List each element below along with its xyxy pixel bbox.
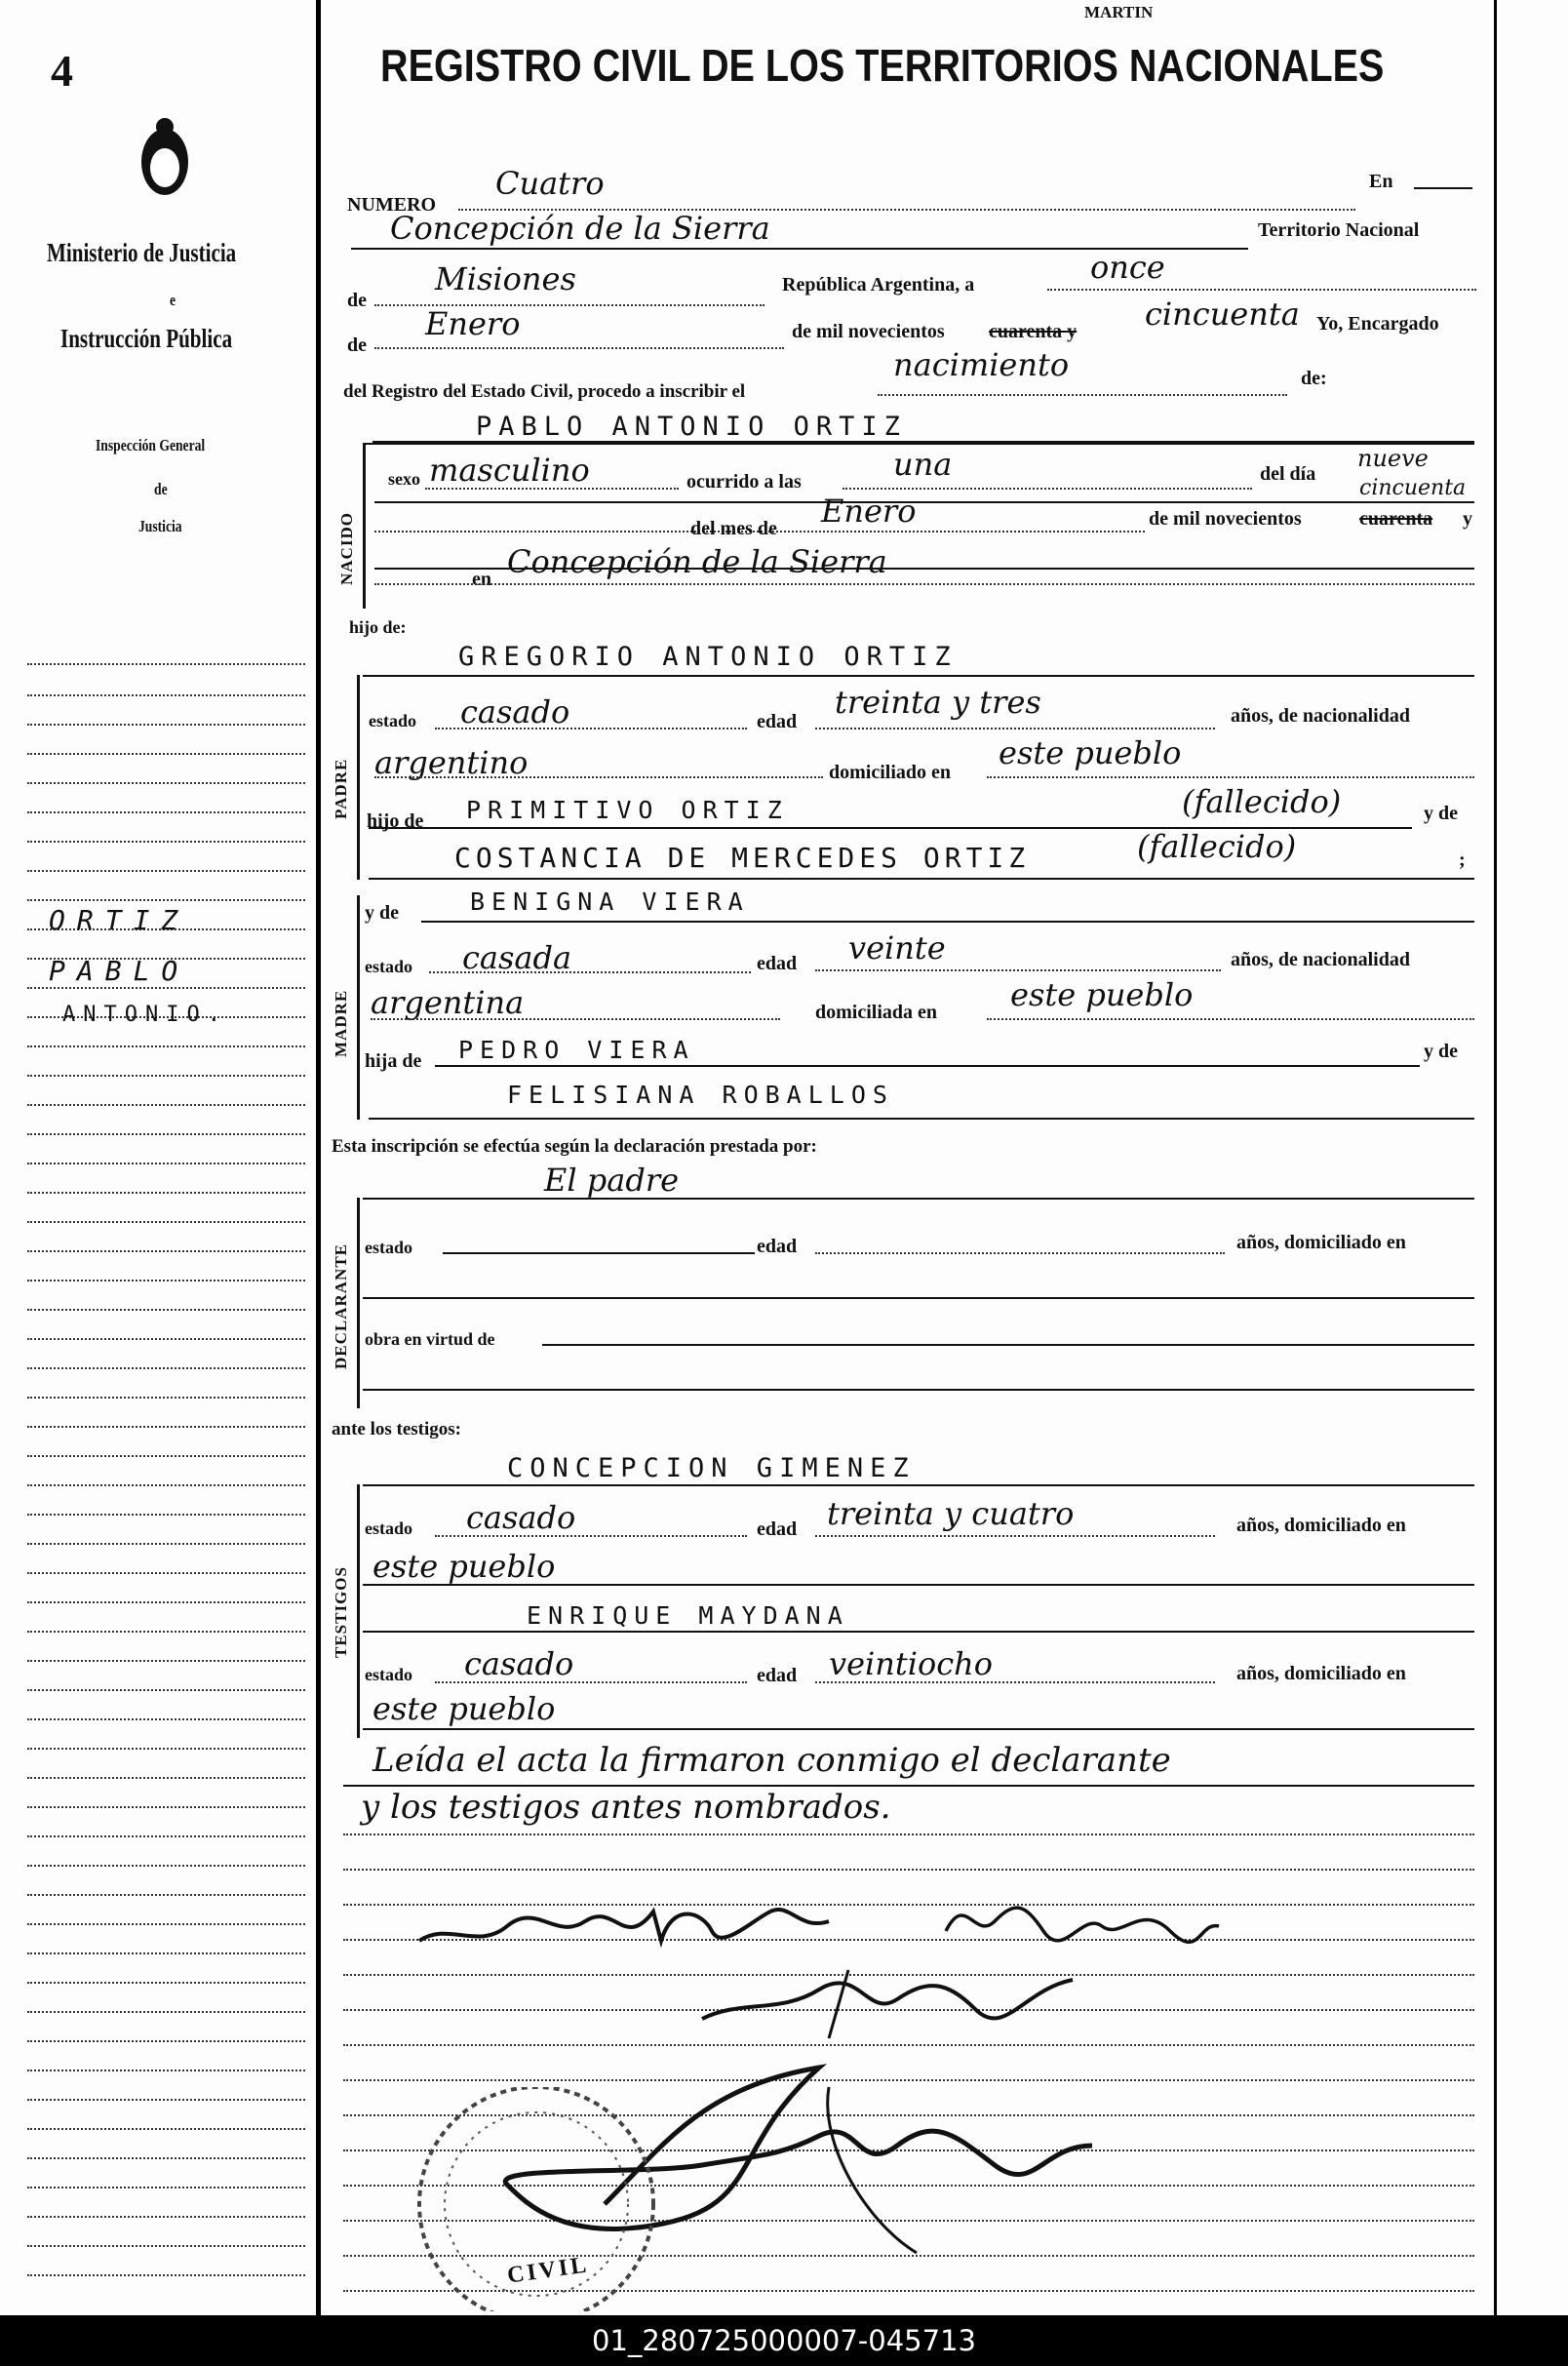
left-ruled-line xyxy=(27,2157,305,2159)
father-anos-label: años, de nacionalidad xyxy=(1231,705,1410,727)
registro-label: del Registro del Estado Civil, procedo a inscribir el xyxy=(343,381,746,402)
witness-1-domicilio-value: este pueblo xyxy=(372,1548,556,1585)
mother-nacionalidad-value: argentina xyxy=(371,984,525,1021)
mother-edad-line xyxy=(815,969,1221,971)
obra-line xyxy=(542,1344,1474,1346)
sexo-label: sexo xyxy=(388,469,420,489)
testigos-bracket xyxy=(357,1484,360,1738)
father-edad-value: treinta y tres xyxy=(835,684,1041,721)
left-ruled-line xyxy=(27,1045,305,1047)
father-name-line xyxy=(363,675,1474,677)
en-label-2: en xyxy=(472,569,491,590)
madre-bracket xyxy=(357,895,360,1120)
nacido-top-line xyxy=(363,443,1474,445)
body-ruled-line xyxy=(343,1869,1474,1871)
witness-1-anos-label: años, domiciliado en xyxy=(1236,1515,1406,1536)
child-name: PABLO ANTONIO ORTIZ xyxy=(476,412,907,442)
father-edad-line xyxy=(815,728,1215,730)
left-ruled-line xyxy=(27,2070,305,2071)
document-title: REGISTRO CIVIL DE LOS TERRITORIOS NACIONALES xyxy=(380,40,1385,91)
father-nacionalidad-value: argentino xyxy=(374,744,529,781)
en-line xyxy=(1414,187,1472,189)
month-value: Enero xyxy=(425,305,521,342)
mother-estado-label: estado xyxy=(365,957,412,976)
declarante-section-label: DECLARANTE xyxy=(332,1242,350,1369)
father-name: GREGORIO ANTONIO ORTIZ xyxy=(458,642,958,672)
birth-day-value: nueve xyxy=(1357,445,1429,472)
padre-bracket xyxy=(357,675,360,880)
mes-label: del mes de xyxy=(690,518,777,539)
mother-name: BENIGNA VIERA xyxy=(470,887,750,916)
witness-2-domicilio-value: este pueblo xyxy=(372,1690,556,1727)
numero-value: Cuatro xyxy=(495,165,605,202)
paternal-grandmother: COSTANCIA DE MERCEDES ORTIZ xyxy=(454,842,1031,874)
right-margin-rule xyxy=(1494,0,1497,2315)
signature-father xyxy=(410,1882,839,1960)
declarante-name-line xyxy=(363,1198,1474,1200)
mother-nacionalidad-line xyxy=(371,1018,780,1020)
left-ruled-line xyxy=(27,1397,305,1399)
place-value: Concepción de la Sierra xyxy=(390,210,770,247)
mother-domicilio-line xyxy=(987,1018,1474,1020)
territory-value: Misiones xyxy=(435,260,576,297)
mother-edad-value: veinte xyxy=(848,929,946,966)
declarante-bracket xyxy=(357,1198,360,1408)
left-ruled-line xyxy=(27,724,305,726)
numero-label: NUMERO xyxy=(347,194,437,216)
seal-text: CIVIL xyxy=(505,2252,591,2289)
month-line xyxy=(374,347,784,349)
padre-section-label: PADRE xyxy=(332,758,350,819)
father-domicilio-value: este pueblo xyxy=(999,734,1182,771)
birth-year-value: cincuenta xyxy=(1359,476,1467,500)
testigos-intro: ante los testigos: xyxy=(332,1419,461,1439)
left-ruled-line xyxy=(27,1367,305,1369)
father-semicolon: ; xyxy=(1459,849,1466,871)
ministry-line-1: Ministerio de Justicia xyxy=(47,238,237,267)
left-ruled-line xyxy=(27,1221,305,1223)
left-ruled-line xyxy=(27,841,305,843)
father-edad-label: edad xyxy=(757,711,798,732)
left-ruled-line xyxy=(27,1309,305,1311)
left-ruled-line xyxy=(27,1075,305,1077)
de-label-2: de xyxy=(347,335,367,356)
closing-line-2: y los testigos antes nombrados. xyxy=(361,1788,891,1827)
left-ruled-line xyxy=(27,2216,305,2218)
left-ruled-line xyxy=(27,1631,305,1633)
declarante-estado-line xyxy=(443,1252,755,1254)
left-ruled-line xyxy=(27,1163,305,1164)
witness-2-anos-label: años, domiciliado en xyxy=(1236,1663,1406,1684)
inspection-line-1: Inspección General xyxy=(96,436,206,454)
left-ruled-line xyxy=(27,1455,305,1457)
left-ruled-line xyxy=(27,2011,305,2013)
left-ruled-line xyxy=(27,1133,305,1135)
left-ruled-line xyxy=(27,2187,305,2189)
act-line xyxy=(878,394,1287,396)
nacido-mid-line xyxy=(374,501,1474,503)
ministry-line-3: Instrucción Pública xyxy=(60,324,233,353)
left-ruled-line xyxy=(27,1250,305,1252)
left-ruled-line xyxy=(27,1338,305,1340)
top-mark: MARTIN xyxy=(1084,3,1154,21)
father-bottom-line xyxy=(369,878,1474,880)
left-ruled-line xyxy=(27,2099,305,2101)
maternal-grandmother: FELISIANA ROBALLOS xyxy=(507,1081,894,1109)
mother-bottom-line xyxy=(369,1118,1474,1120)
paternal-grandfather: PRIMITIVO ORTIZ xyxy=(466,796,789,824)
mother-domicilio-value: este pueblo xyxy=(1010,976,1194,1013)
ministry-line-2: e xyxy=(170,291,176,309)
left-ruled-line xyxy=(27,1104,305,1106)
witness-2-name: ENRIQUE MAYDANA xyxy=(527,1601,849,1630)
struck-word-2: cuarenta xyxy=(1359,508,1433,530)
witness-1-edad-label: edad xyxy=(757,1518,798,1540)
witness-1-edad-value: treinta y cuatro xyxy=(827,1495,1075,1532)
territorio-label: Territorio Nacional xyxy=(1258,219,1420,241)
father-nacionalidad-line xyxy=(374,776,823,778)
birth-place-line xyxy=(374,583,1474,585)
en-label: En xyxy=(1369,171,1393,192)
signature-witness-1 xyxy=(936,1882,1229,1960)
father-estado-label: estado xyxy=(369,711,416,730)
de-label-1: de xyxy=(347,290,367,311)
left-ruled-line xyxy=(27,1748,305,1750)
left-ruled-line xyxy=(27,1660,305,1662)
witness-1-name-line xyxy=(363,1484,1474,1486)
witness-2-estado-label: estado xyxy=(365,1665,412,1684)
inspection-line-2: de xyxy=(154,480,168,498)
left-ruled-line xyxy=(27,1982,305,1984)
republica-label: República Argentina, a xyxy=(782,274,975,296)
hour-line xyxy=(843,488,1252,490)
mother-name-line xyxy=(421,921,1474,923)
left-ruled-line xyxy=(27,870,305,872)
mother-edad-label: edad xyxy=(757,953,798,974)
witness-1-domicilio-line xyxy=(363,1584,1474,1586)
left-ruled-line xyxy=(27,1192,305,1194)
birth-month-value: Enero xyxy=(821,493,917,530)
encargado-label: Yo, Encargado xyxy=(1316,313,1439,335)
witness-2-estado-value: casado xyxy=(464,1645,574,1682)
del-dia-label: del día xyxy=(1260,463,1316,485)
left-ruled-line xyxy=(27,694,305,696)
left-ruled-line xyxy=(27,753,305,755)
declarante-bottom-line xyxy=(363,1389,1474,1391)
left-ruled-line xyxy=(27,1865,305,1867)
left-margin-rule xyxy=(316,0,321,2315)
father-domicilio-label: domiciliado en xyxy=(829,762,952,783)
left-ruled-line xyxy=(27,1689,305,1691)
left-ruled-line xyxy=(27,2128,305,2130)
left-ruled-line xyxy=(27,2245,305,2247)
declarante-line-2 xyxy=(363,1297,1474,1299)
declarante-estado-label: estado xyxy=(365,1238,412,1257)
declarante-value: El padre xyxy=(544,1162,680,1199)
left-ruled-line xyxy=(27,1806,305,1808)
day-line xyxy=(1047,289,1476,291)
declarante-edad-label: edad xyxy=(757,1236,798,1257)
de-label-3: de: xyxy=(1301,368,1327,389)
left-ruled-line xyxy=(27,1572,305,1574)
father-estado-value: casado xyxy=(460,693,570,730)
witness-2-domicilio-line xyxy=(363,1728,1474,1730)
left-ruled-line xyxy=(27,899,305,901)
left-ruled-line xyxy=(27,1280,305,1282)
witness-2-edad-value: veintiocho xyxy=(829,1645,994,1682)
inspection-line-3: Justicia xyxy=(138,517,182,535)
witness-1-edad-line xyxy=(815,1535,1215,1537)
nacido-bracket xyxy=(363,443,366,609)
witness-2-name-line xyxy=(363,1631,1474,1633)
left-ruled-line xyxy=(27,663,305,665)
left-ruled-line xyxy=(27,1835,305,1837)
year-value: cincuenta xyxy=(1145,296,1300,333)
left-ruled-line xyxy=(27,1514,305,1516)
document-id-footer: 01_280725000007-045713 xyxy=(0,2315,1568,2366)
mother-y-de-label-2: y de xyxy=(1424,1041,1458,1062)
ocurrido-label: ocurrido a las xyxy=(686,471,802,493)
obra-label: obra en virtud de xyxy=(365,1329,495,1349)
left-ruled-line xyxy=(27,987,305,989)
witness-1-estado-label: estado xyxy=(365,1518,412,1538)
left-ruled-line xyxy=(27,782,305,784)
act-value: nacimiento xyxy=(893,346,1070,383)
hour-value: una xyxy=(893,446,953,483)
closing-line-1: Leída el acta la firmaron conmigo el declarante xyxy=(372,1741,1171,1780)
declarante-anos-label: años, domiciliado en xyxy=(1236,1232,1406,1253)
closing-line-1-rule xyxy=(343,1785,1474,1787)
witness-2-edad-label: edad xyxy=(757,1665,798,1686)
year-label: de mil novecientos xyxy=(792,321,945,342)
nacido-section-label: NACIDO xyxy=(337,512,356,585)
paternal-grandmother-note: (fallecido) xyxy=(1137,828,1297,865)
left-ruled-line xyxy=(27,1952,305,1954)
y-label: y xyxy=(1463,508,1472,530)
father-domicilio-line xyxy=(987,776,1474,778)
hijo-label: hijo de: xyxy=(349,617,407,637)
testigos-section-label: TESTIGOS xyxy=(332,1566,350,1658)
margin-middle-name: ANTONIO. xyxy=(62,1003,228,1027)
struck-word: cuarenta y xyxy=(989,321,1078,342)
left-ruled-line xyxy=(27,1426,305,1428)
father-y-de-label: y de xyxy=(1424,803,1458,824)
corner-number: 4 xyxy=(51,46,73,96)
left-ruled-line xyxy=(27,1601,305,1603)
nacido-bottom-line xyxy=(374,568,1474,570)
margin-surname: ORTIZ xyxy=(49,904,190,936)
left-ruled-line xyxy=(27,1894,305,1896)
witness-1-name: CONCEPCION GIMENEZ xyxy=(507,1453,916,1483)
body-ruled-line xyxy=(343,1834,1474,1835)
declarante-edad-line xyxy=(815,1252,1225,1254)
left-ruled-line xyxy=(27,2274,305,2276)
left-ruled-line xyxy=(27,1923,305,1925)
mother-estado-value: casada xyxy=(462,939,572,976)
left-ruled-line xyxy=(27,811,305,813)
birth-place-value: Concepción de la Sierra xyxy=(507,543,887,580)
day-value: once xyxy=(1090,249,1165,286)
mother-grandfather-line xyxy=(435,1065,1420,1067)
declarante-intro: Esta inscripción se efectúa según la declaración prestada por: xyxy=(332,1136,817,1157)
left-ruled-line xyxy=(27,1777,305,1779)
margin-first-name: PABLO xyxy=(49,955,190,987)
mother-domicilio-label: domiciliada en xyxy=(815,1002,938,1023)
coat-of-arms-emblem xyxy=(137,115,193,201)
father-hijo-label: hijo de xyxy=(367,810,424,832)
mother-hija-label: hija de xyxy=(365,1050,422,1072)
mother-y-de-label: y de xyxy=(365,902,399,924)
left-ruled-line xyxy=(27,1543,305,1545)
mother-anos-label: años, de nacionalidad xyxy=(1231,949,1410,970)
madre-section-label: MADRE xyxy=(332,989,350,1057)
left-ruled-line xyxy=(27,1484,305,1486)
mil-label: de mil novecientos xyxy=(1149,508,1302,530)
left-ruled-line xyxy=(27,2040,305,2042)
witness-1-estado-value: casado xyxy=(466,1499,576,1536)
maternal-grandfather: PEDRO VIERA xyxy=(458,1036,695,1064)
sexo-value: masculino xyxy=(429,452,590,489)
left-ruled-line xyxy=(27,1718,305,1720)
paternal-grandfather-note: (fallecido) xyxy=(1182,783,1342,820)
